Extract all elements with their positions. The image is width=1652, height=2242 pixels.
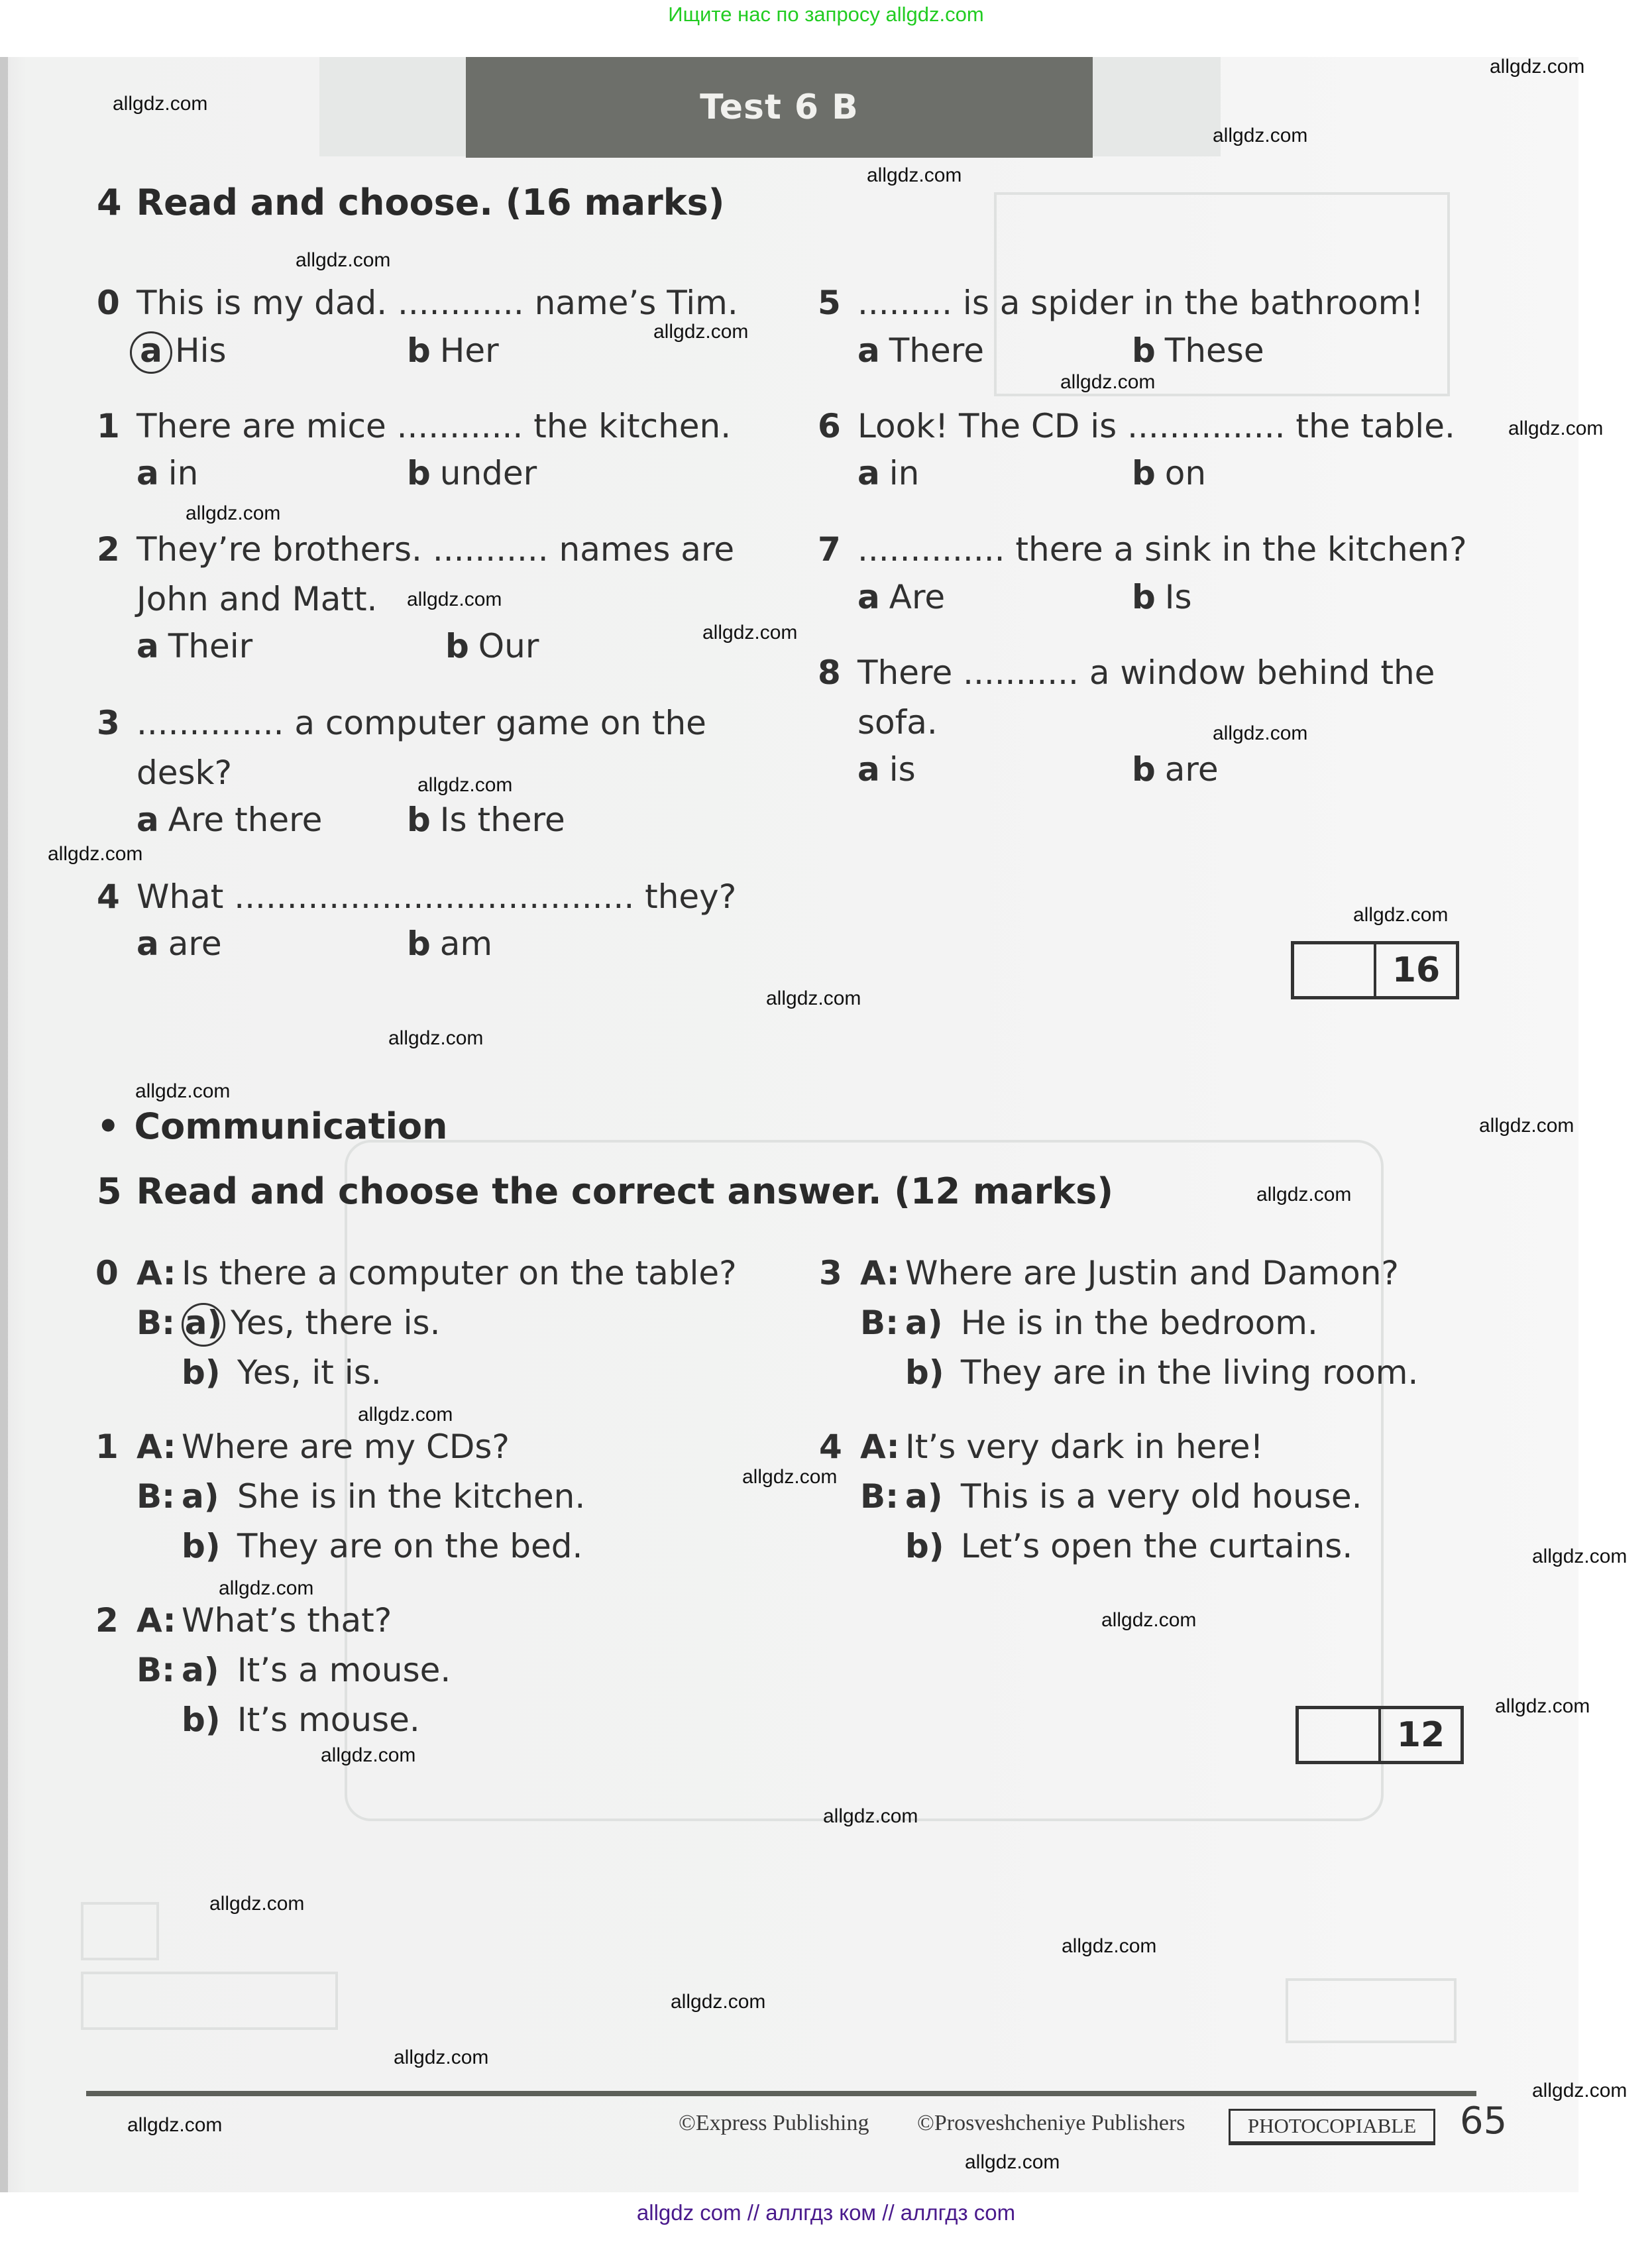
option-a[interactable]: a Are [857, 578, 946, 616]
dialogue-question: It’s very dark in here! [905, 1428, 1264, 1466]
watermark: allgdz.com [296, 249, 391, 271]
question-number: 0 [97, 284, 120, 322]
photocopiable-badge: PHOTOCOPIABLE [1229, 2109, 1435, 2145]
site-banner-bottom: allgdz com // аллгдз ком // аллгдз com [636, 2200, 1016, 2225]
watermark: allgdz.com [394, 2046, 489, 2068]
option-b[interactable]: b Our [445, 627, 539, 665]
option-b[interactable]: b under [407, 454, 537, 492]
dialogue-item: 4 A: It’s very dark in here! B: a) This is a very old house. b) Let’s open the curtains. [860, 1422, 1362, 1571]
bleed-through-score-box-right [1286, 1978, 1457, 2043]
question-number: 8 [818, 653, 841, 692]
option-b[interactable]: b These [1132, 331, 1264, 370]
question-item [97, 872, 737, 922]
question-number: 2 [97, 530, 120, 569]
watermark: allgdz.com [358, 1404, 453, 1426]
question-text: .............. there a sink in the kitchen? [857, 530, 1467, 569]
watermark: allgdz.com [1490, 56, 1585, 78]
question-text-line1: They’re brothers. ........... names are [137, 530, 735, 569]
speaker-a-label: A: [137, 1254, 176, 1292]
score-box-exercise-5 [1295, 1706, 1464, 1764]
watermark: allgdz.com [186, 502, 281, 524]
watermark: allgdz.com [653, 321, 749, 343]
watermark: allgdz.com [321, 1744, 416, 1766]
publisher-express: ©Express Publishing [679, 2111, 869, 2135]
dialogue-question: Where are my CDs? [182, 1428, 510, 1466]
watermark: allgdz.com [766, 987, 861, 1009]
answer-a-text: She is in the kitchen. [237, 1477, 586, 1516]
option-b-label[interactable]: b) [182, 1527, 221, 1565]
option-b[interactable]: b are [1132, 750, 1219, 789]
exercise-number: 4 [97, 182, 122, 223]
speaker-a-label: A: [860, 1428, 900, 1466]
question-number: 7 [818, 530, 841, 569]
speaker-b-label: B: [137, 1304, 176, 1342]
page-binding-shadow [0, 57, 8, 2192]
question-text: ......... is a spider in the bathroom! [857, 284, 1424, 322]
exercise-4-heading [97, 182, 724, 223]
watermark: allgdz.com [417, 774, 513, 796]
exercise-number: 5 [97, 1170, 122, 1212]
watermark: allgdz.com [823, 1805, 918, 1827]
option-b[interactable]: b on [1132, 454, 1207, 492]
speaker-b-label: B: [137, 1477, 176, 1516]
watermark: allgdz.com [1532, 1545, 1627, 1567]
watermark: allgdz.com [1479, 1115, 1574, 1137]
question-text-line2: desk? [137, 754, 233, 792]
watermark: allgdz.com [219, 1577, 314, 1599]
page-title-text: Test 6 B [700, 87, 859, 127]
circled-answer-a: a [130, 331, 172, 374]
question-number: 3 [97, 704, 120, 742]
watermark: allgdz.com [1062, 1935, 1157, 1957]
watermark: allgdz.com [742, 1466, 838, 1488]
option-a-label[interactable]: a) [905, 1304, 943, 1342]
watermark: allgdz.com [1353, 904, 1449, 926]
watermark: allgdz.com [1495, 1695, 1590, 1717]
answer-b-text: They are on the bed. [237, 1527, 583, 1565]
question-item [818, 278, 1424, 328]
option-a[interactable]: a are [137, 925, 222, 963]
max-score: 12 [1378, 1709, 1460, 1761]
question-item [818, 525, 1467, 575]
dialogue-item: 1 A: Where are my CDs? B: a) She is in the kitchen. b) They are on the bed. [137, 1422, 585, 1571]
max-score: 16 [1374, 944, 1456, 996]
bleed-through-total-box [81, 1972, 338, 2030]
option-a-label[interactable]: a) [905, 1477, 943, 1516]
page-title [466, 57, 1093, 158]
watermark: allgdz.com [209, 1893, 305, 1915]
exercise-5-heading [97, 1170, 1113, 1212]
dialogue-question: Is there a computer on the table? [182, 1254, 737, 1292]
watermark: allgdz.com [48, 843, 143, 865]
answer-b-text: They are in the living room. [960, 1353, 1419, 1392]
score-input-field[interactable] [1294, 944, 1374, 996]
watermark: allgdz.com [113, 93, 208, 115]
footer-rule [86, 2091, 1476, 2096]
question-text-line1: There ........... a window behind the [857, 653, 1435, 692]
option-a[interactable]: a in [137, 454, 199, 492]
watermark: allgdz.com [127, 2114, 223, 2136]
watermark: allgdz.com [702, 622, 798, 644]
option-a[interactable]: a Their [137, 627, 253, 665]
question-number: 5 [818, 284, 841, 322]
option-b-label[interactable]: b) [182, 1353, 221, 1392]
question-number: 4 [97, 877, 120, 916]
bullet-icon: • [97, 1105, 120, 1147]
score-box-exercise-4 [1291, 941, 1459, 999]
option-a[interactable]: a is [857, 750, 916, 789]
answer-a-text: He is in the bedroom. [960, 1304, 1318, 1342]
question-number: 1 [97, 407, 120, 445]
answer-a-text: This is a very old house. [960, 1477, 1362, 1516]
score-input-field[interactable] [1299, 1709, 1378, 1761]
speaker-b-label: B: [860, 1304, 899, 1342]
question-text: Look! The CD is ............... the table. [857, 407, 1455, 445]
answer-a-text: It’s a mouse. [237, 1651, 451, 1689]
option-a[interactable]: a There [857, 331, 984, 370]
question-item [818, 648, 1435, 748]
option-b-label[interactable]: b) [905, 1353, 944, 1392]
question-text: This is my dad. ............ name’s Tim. [137, 284, 738, 322]
watermark: allgdz.com [135, 1080, 231, 1102]
watermark: allgdz.com [1060, 371, 1156, 393]
option-b-label[interactable]: b) [182, 1701, 221, 1739]
speaker-a-label: A: [860, 1254, 900, 1292]
answer-b-text: Yes, it is. [237, 1353, 382, 1392]
watermark: allgdz.com [1508, 418, 1604, 439]
question-text: What ...................................... they? [137, 877, 737, 916]
dialogue-item: 3 A: Where are Justin and Damon? B: a) He is in the bedroom. b) They are in the living room. [860, 1249, 1418, 1398]
watermark: allgdz.com [1256, 1184, 1352, 1205]
page-number: 65 [1460, 2100, 1508, 2143]
option-b[interactable]: b Is there [407, 801, 565, 839]
speaker-a-label: A: [137, 1601, 176, 1640]
question-item [97, 278, 738, 328]
question-text-line1: .............. a computer game on the [137, 704, 706, 742]
option-b[interactable]: b Her [407, 331, 499, 370]
watermark: allgdz.com [407, 589, 502, 610]
watermark: allgdz.com [965, 2151, 1060, 2173]
watermark: allgdz.com [1213, 125, 1308, 146]
watermark: allgdz.com [1213, 722, 1308, 744]
question-item [97, 402, 732, 451]
answer-b-text: It’s mouse. [237, 1701, 420, 1739]
exercise-instruction: Read and choose the correct answer. (12 marks) [136, 1170, 1114, 1212]
publisher-prosveshcheniye: ©Prosveshcheniye Publishers [917, 2111, 1185, 2135]
watermark: allgdz.com [867, 164, 962, 186]
option-b[interactable]: b Is [1132, 578, 1192, 616]
option-b-label[interactable]: b) [905, 1527, 944, 1565]
speaker-b-label: B: [137, 1651, 176, 1689]
bleed-through-score-box-20 [81, 1902, 159, 1960]
circled-answer-a[interactable]: a) [182, 1303, 225, 1347]
watermark: allgdz.com [671, 1991, 766, 2013]
option-a-selected[interactable]: a His [130, 331, 227, 374]
option-a-label[interactable]: a) [182, 1477, 219, 1516]
option-a[interactable]: a in [857, 454, 920, 492]
question-text: There are mice ............ the kitchen. [137, 407, 732, 445]
watermark: allgdz.com [1101, 1609, 1197, 1631]
watermark: allgdz.com [1532, 2080, 1627, 2102]
dialogue-question: Where are Justin and Damon? [905, 1254, 1399, 1292]
option-a[interactable]: a Are there [137, 801, 323, 839]
dialogue-question: What’s that? [182, 1601, 392, 1640]
dialogue-item: 0 A: Is there a computer on the table? B: a) Yes, there is. b) Yes, it is. [137, 1249, 737, 1398]
speaker-b-label: B: [860, 1477, 899, 1516]
watermark: allgdz.com [388, 1027, 484, 1049]
option-a-label[interactable]: a) [182, 1651, 219, 1689]
section-communication: • Communication [97, 1105, 448, 1147]
question-text-line2: John and Matt. [137, 580, 378, 618]
question-text-line2: sofa. [857, 703, 938, 742]
exercise-instruction: Read and choose. (16 marks) [136, 182, 725, 223]
question-number: 6 [818, 407, 841, 445]
speaker-a-label: A: [137, 1428, 176, 1466]
option-b[interactable]: b am [407, 925, 493, 963]
answer-a-text: Yes, there is. [231, 1304, 441, 1342]
site-banner-top: Ищите нас по запросу allgdz.com [668, 3, 984, 26]
dialogue-item: 2 A: What’s that? B: a) It’s a mouse. b) It’s mouse. [137, 1596, 451, 1745]
question-item [818, 402, 1455, 451]
answer-b-text: Let’s open the curtains. [960, 1527, 1353, 1565]
